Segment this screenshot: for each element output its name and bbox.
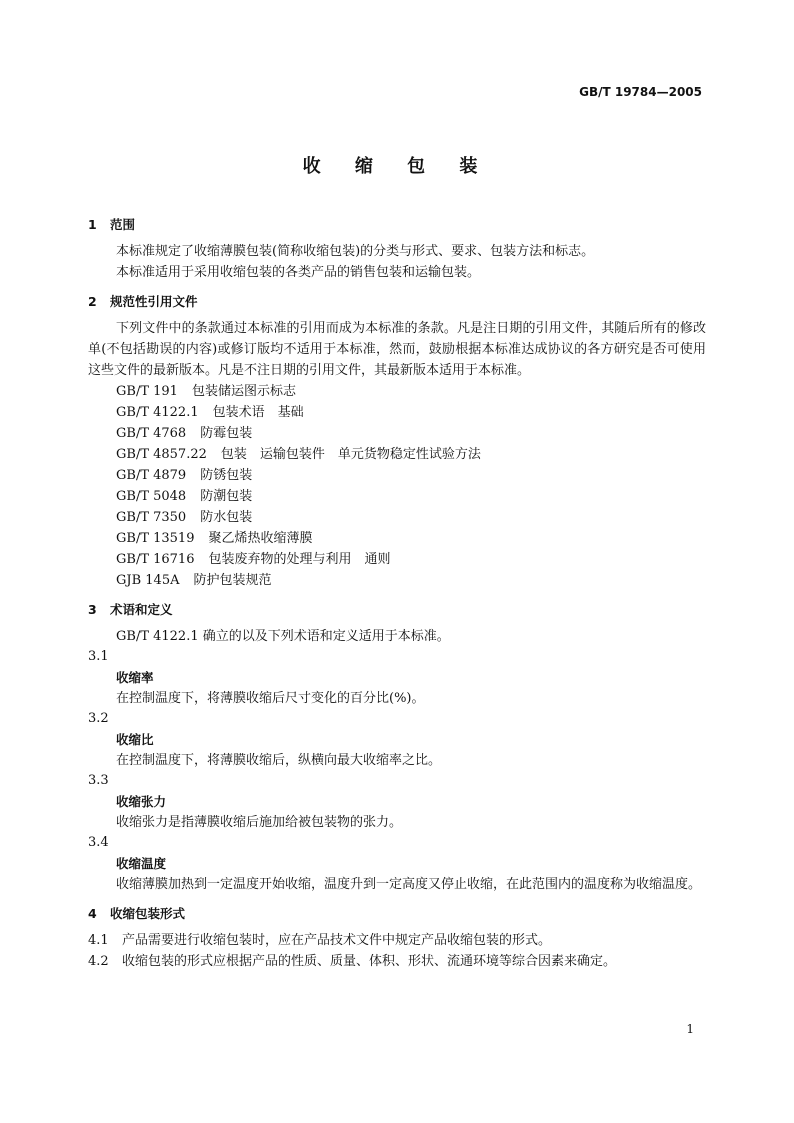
term-entry	[88, 709, 706, 771]
reference-title: 包装术语 基础	[212, 405, 304, 420]
reference-code: GJB 145A	[116, 573, 180, 588]
reference-title: 包装废弃物的处理与利用 通则	[208, 552, 391, 567]
subclause-number: 4.2	[88, 954, 109, 969]
clause-number: 3.1	[88, 649, 109, 664]
section-number: 3	[88, 602, 97, 617]
subclause-text: 产品需要进行收缩包装时，应在产品技术文件中规定产品收缩包装的形式。	[122, 933, 552, 948]
section-title: 术语和定义	[110, 602, 173, 617]
term-entry	[88, 647, 706, 709]
term-entry	[88, 771, 706, 833]
section-title: 规范性引用文件	[110, 294, 198, 309]
section-heading	[88, 214, 706, 235]
reference-item	[88, 444, 706, 465]
section-heading	[88, 599, 706, 620]
section-number: 4	[88, 906, 97, 921]
reference-title: 防锈包装	[200, 468, 253, 483]
paragraph: 下列文件中的条款通过本标准的引用而成为本标准的条款。凡是注日期的引用文件，其随后所有的修改单(不包括勘误的内容)或修订版均不适用于本标准，然而，鼓励根据本标准达成协议的各方研究是否可使用这些文件的最新版本。凡是不注日期的引用文件，其最新版本适用于本标准。	[88, 321, 706, 378]
term-entry	[88, 833, 706, 895]
reference-code: GB/T 5048	[116, 489, 187, 504]
reference-item	[88, 402, 706, 423]
section-heading	[88, 291, 706, 312]
reference-code: GB/T 4879	[116, 468, 187, 483]
reference-code: GB/T 4857.22	[116, 447, 207, 462]
reference-title: 聚乙烯热收缩薄膜	[208, 531, 313, 546]
reference-item	[88, 381, 706, 402]
reference-title: 包装储运图示标志	[191, 384, 296, 399]
section-terms-definitions	[88, 599, 706, 895]
reference-code: GB/T 4122.1	[116, 405, 199, 420]
section-title: 收缩包装形式	[110, 906, 186, 921]
section-heading	[88, 903, 706, 924]
term-definition: 在控制温度下，将薄膜收缩后，纵横向最大收缩率之比。	[116, 753, 442, 768]
reference-code: GB/T 4768	[116, 426, 187, 441]
paragraph: GB/T 4122.1 确立的以及下列术语和定义适用于本标准。	[116, 629, 450, 644]
reference-item	[88, 528, 706, 549]
section-scope	[88, 214, 706, 283]
clause-number: 3.2	[88, 711, 109, 726]
clause-number: 3.4	[88, 835, 109, 850]
reference-title: 防护包装规范	[193, 573, 272, 588]
reference-item	[88, 423, 706, 444]
subclause	[88, 930, 706, 951]
reference-item	[88, 486, 706, 507]
reference-title: 防霉包装	[200, 426, 253, 441]
reference-code: GB/T 13519	[116, 531, 195, 546]
term-name: 收缩率	[116, 670, 154, 685]
term-name: 收缩温度	[116, 856, 167, 871]
reference-title: 防潮包装	[200, 489, 253, 504]
standard-code: GB/T 19784—2005	[579, 85, 702, 99]
clause-number: 3.3	[88, 773, 109, 788]
page-number: 1	[686, 1022, 694, 1036]
term-definition: 收缩张力是指薄膜收缩后施加给被包装物的张力。	[116, 815, 403, 830]
term-name: 收缩比	[116, 732, 154, 747]
term-name: 收缩张力	[116, 794, 167, 809]
document-body	[88, 214, 706, 980]
reference-item	[88, 507, 706, 528]
reference-item	[88, 570, 706, 591]
subclause	[88, 951, 706, 972]
term-definition: 在控制温度下，将薄膜收缩后尺寸变化的百分比(%)。	[116, 691, 425, 706]
term-definition: 收缩薄膜加热到一定温度开始收缩，温度升到一定高度又停止收缩，在此范围内的温度称为收缩温度。	[116, 877, 702, 892]
reference-title: 防水包装	[200, 510, 253, 525]
document-title: 收 缩 包 装	[302, 156, 492, 177]
paragraph: 本标准适用于采用收缩包装的各类产品的销售包装和运输包装。	[116, 265, 481, 280]
section-shrink-packaging-forms	[88, 903, 706, 972]
section-number: 2	[88, 294, 97, 309]
section-title: 范围	[110, 217, 136, 232]
reference-title: 包装 运输包装件 单元货物稳定性试验方法	[220, 447, 481, 462]
section-normative-references	[88, 291, 706, 591]
subclause-number: 4.1	[88, 933, 109, 948]
section-number: 1	[88, 217, 97, 232]
reference-code: GB/T 191	[116, 384, 178, 399]
reference-item	[88, 549, 706, 570]
reference-code: GB/T 16716	[116, 552, 195, 567]
reference-item	[88, 465, 706, 486]
paragraph: 本标准规定了收缩薄膜包装(简称收缩包装)的分类与形式、要求、包装方法和标志。	[116, 244, 595, 259]
reference-code: GB/T 7350	[116, 510, 187, 525]
subclause-text: 收缩包装的形式应根据产品的性质、质量、体积、形状、流通环境等综合因素来确定。	[122, 954, 617, 969]
